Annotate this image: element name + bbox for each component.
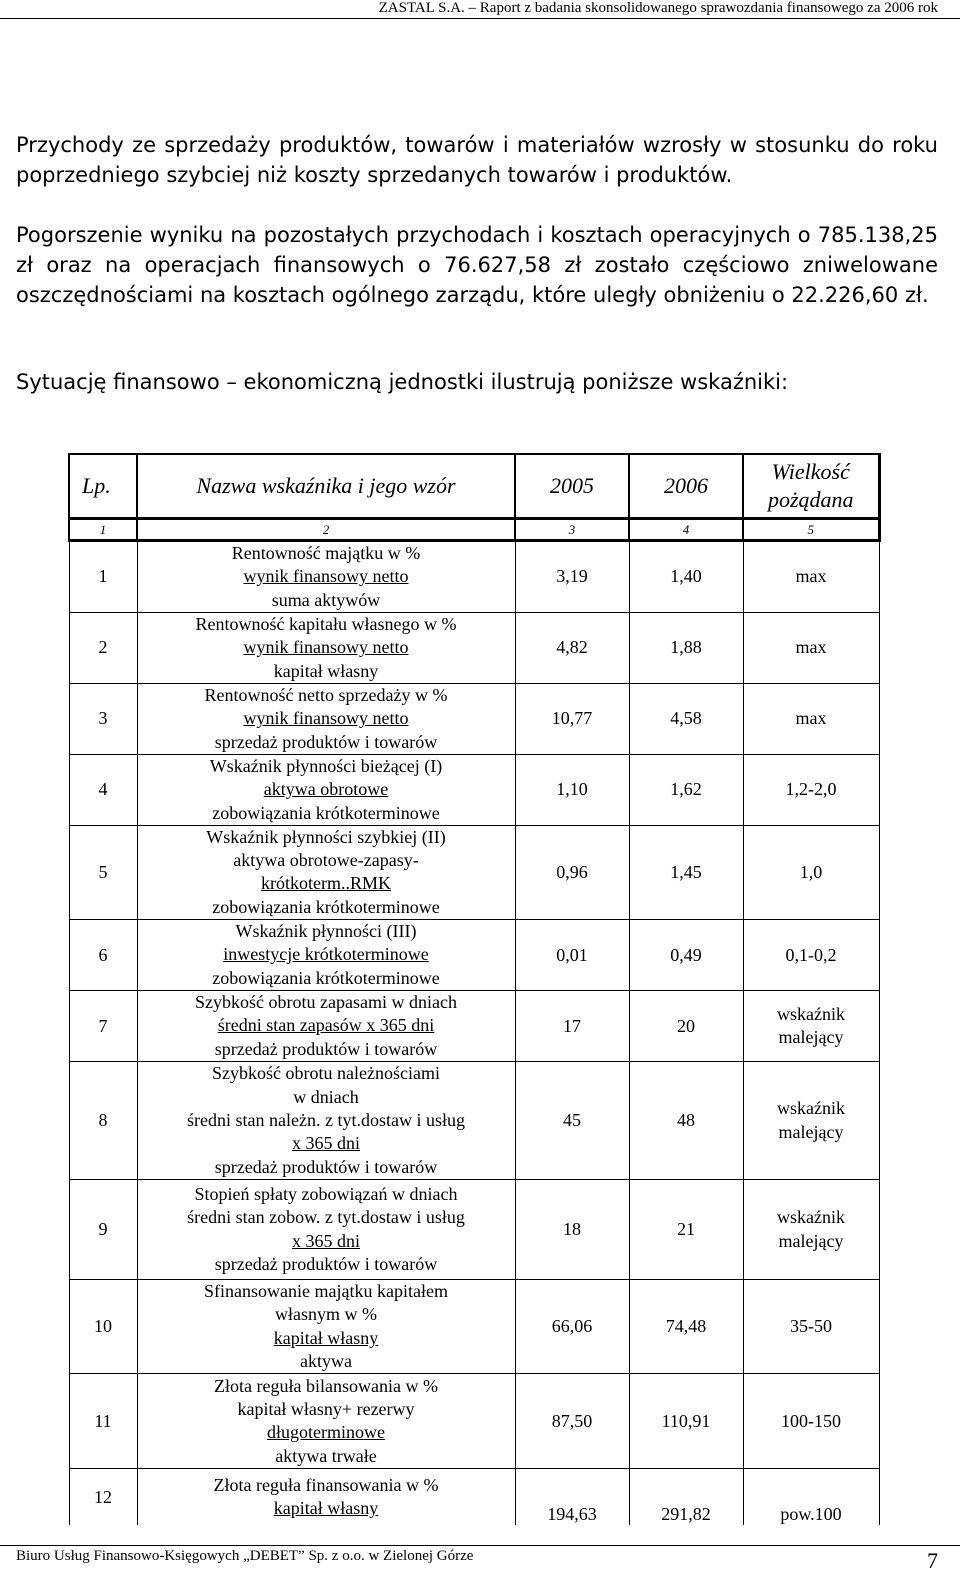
indicator-numerator-cont: x 365 dni [291,1133,360,1154]
row-target: 1,0 [743,825,879,919]
indicator-numerator: inwestycje krótkoterminowe [223,944,429,965]
row-name [137,920,515,991]
row-name [137,1280,515,1374]
row-lp: 7 [69,991,137,1062]
row-lp: 3 [69,683,137,754]
header-target [743,454,879,519]
table-row [69,825,879,919]
target-line1: wskaźnik [777,1207,845,1228]
indicator-denominator: zobowiązania krótkoterminowe [212,896,440,917]
target-line2: malejący [778,1121,844,1142]
row-2006: 0,49 [629,920,743,991]
header-2005: 2005 [515,454,629,519]
row-name [137,1469,515,1525]
row-2005: 4,82 [515,612,629,683]
indicator-numerator: wynik finansowy netto [243,637,409,658]
row-lp: 8 [69,1062,137,1180]
row-target: pow.100 [743,1469,879,1525]
row-2006: 21 [629,1180,743,1280]
indicator-numerator: kapitał własny [273,1498,379,1519]
row-2006: 1,40 [629,541,743,613]
row-2006: 4,58 [629,683,743,754]
indicator-title: Szybkość obrotu zapasami w dniach [195,992,457,1013]
indicator-numerator: wynik finansowy netto [243,708,409,729]
row-target: max [743,683,879,754]
row-target: 0,1-0,2 [743,920,879,991]
row-name [137,683,515,754]
row-2006: 110,91 [629,1374,743,1469]
row-2005: 18 [515,1180,629,1280]
row-lp: 11 [69,1374,137,1469]
row-target: max [743,541,879,613]
row-2005: 1,10 [515,754,629,825]
row-name [137,754,515,825]
indicator-title: Rentowność majątku w % [231,543,421,563]
indicator-denominator: zobowiązania krótkoterminowe [212,967,440,988]
indicator-title: Rentowność kapitału własnego w % [195,613,457,634]
indicator-title: Sfinansowanie majątku kapitałem [204,1281,448,1302]
table-row [69,612,879,683]
target-line1: wskaźnik [777,1098,845,1119]
paragraph-revenue: Przychody ze sprzedaży produktów, towarów i materiałów wzrosły w stosunku do roku poprzedniego szybciej niż koszty sprzedanych towarów i produktów. [16,133,938,187]
row-2006: 74,48 [629,1280,743,1374]
indicator-title: Wskaźnik płynności bieżącej (I) [209,755,443,776]
row-target [743,991,879,1062]
row-2006: 48 [629,1062,743,1180]
header-target-line1: Wielkość [771,459,850,484]
row-2005: 45 [515,1062,629,1180]
row-2006: 1,62 [629,754,743,825]
row-lp: 12 [69,1469,137,1525]
indicator-title: Szybkość obrotu należnościami [212,1063,440,1084]
row-name [137,991,515,1062]
table-row [69,1062,879,1180]
row-name [137,541,515,613]
row-2005: 17 [515,991,629,1062]
indicator-title: Wskaźnik płynności (III) [235,921,417,942]
row-2005: 87,50 [515,1374,629,1469]
indicator-title-cont: w dniach [293,1086,359,1107]
table-row [69,1374,879,1469]
row-target: 1,2-2,0 [743,754,879,825]
row-2006: 20 [629,991,743,1062]
row-lp: 6 [69,920,137,991]
indicator-numerator-cont: x 365 dni [291,1230,360,1251]
row-name [137,825,515,919]
indicator-denominator: aktywa [300,1350,352,1371]
row-target: 100-150 [743,1374,879,1469]
row-lp: 1 [69,541,137,613]
header-divider [0,18,960,19]
target-line2: malejący [778,1027,844,1048]
column-number: 5 [743,519,879,541]
row-2006: 1,88 [629,612,743,683]
row-target: 35-50 [743,1280,879,1374]
row-2005: 10,77 [515,683,629,754]
indicator-numerator: kapitał własny+ rezerwy [237,1398,415,1419]
table-row [69,541,879,613]
indicator-denominator: sprzedaż produktów i towarów [214,731,438,752]
row-2005: 66,06 [515,1280,629,1374]
paragraph-intro-indicators: Sytuację finansowo – ekonomiczną jednostki ilustrują poniższe wskaźniki: [16,370,789,394]
indicator-numerator: średni stan należn. z tyt.dostaw i usług [187,1109,465,1130]
target-line2: malejący [778,1230,844,1251]
indicator-title: Rentowność netto sprzedaży w % [204,684,448,705]
table-row [69,754,879,825]
header-2006: 2006 [629,454,743,519]
indicators-table [68,453,881,1525]
page-number: 7 [927,1548,938,1573]
table-row [69,1180,879,1280]
row-2006: 291,82 [629,1469,743,1525]
row-target [743,1180,879,1280]
indicator-title-cont: własnym w % [275,1304,377,1325]
indicator-title: Stopień spłaty zobowiązań w dniach [194,1183,458,1204]
row-lp: 9 [69,1180,137,1280]
row-lp: 10 [69,1280,137,1374]
column-number: 2 [137,519,515,541]
indicator-numerator: średni stan zobow. z tyt.dostaw i usług [187,1207,465,1228]
row-2005: 3,19 [515,541,629,613]
row-2005: 194,63 [515,1469,629,1525]
target-line1: wskaźnik [777,1003,845,1024]
header-lp: Lp. [69,454,137,519]
indicator-numerator: aktywa obrotowe [263,779,389,800]
table-header-row [69,454,879,519]
column-number: 3 [515,519,629,541]
indicator-denominator: kapitał własny [273,660,379,681]
indicator-numerator: wynik finansowy netto [243,566,409,587]
page-footer: Biuro Usług Finansowo-Księgowych „DEBET” Sp. z o.o. w Zielonej Górze [16,1548,474,1564]
indicator-numerator-cont: krótkoterm..RMK [261,873,391,894]
row-name [137,1062,515,1180]
row-name [137,1374,515,1469]
table-row [69,1280,879,1374]
row-lp: 2 [69,612,137,683]
indicator-denominator: zobowiązania krótkoterminowe [212,802,440,823]
indicator-numerator: kapitał własny [273,1327,379,1348]
indicator-denominator: sprzedaż produktów i towarów [214,1253,438,1274]
indicator-title: Wskaźnik płynności szybkiej (II) [206,826,446,847]
row-target [743,1062,879,1180]
row-lp: 4 [69,754,137,825]
indicator-numerator: aktywa obrotowe-zapasy- [233,850,419,871]
indicator-denominator: suma aktywów [271,589,381,610]
indicator-numerator: średni stan zapasów x 365 dni [217,1015,435,1036]
row-name [137,612,515,683]
column-numbers-row [69,519,879,541]
indicator-denominator: sprzedaż produktów i towarów [214,1038,438,1059]
header-name: Nazwa wskaźnika i jego wzór [137,454,515,519]
indicator-title: Złota reguła bilansowania w % [214,1375,438,1396]
column-number: 4 [629,519,743,541]
row-name [137,1180,515,1280]
row-2005: 0,01 [515,920,629,991]
indicator-denominator: aktywa trwałe [275,1445,377,1466]
row-lp: 5 [69,825,137,919]
row-target: max [743,612,879,683]
paragraph-result: Pogorszenie wyniku na pozostałych przychodach i kosztach operacyjnych o 785.138,25 zł oraz na operacjach finansowych o 76.627,58 zł zostało częściowo zniwelowane oszczędnościami na kosztach ogólnego zarządu, które uległy obniżeniu o 22.226,60 zł. [16,223,938,307]
row-2005: 0,96 [515,825,629,919]
footer-divider [0,1545,960,1546]
page-header: ZASTAL S.A. – Raport z badania skonsolidowanego sprawozdania finansowego za 2006 rok [378,0,938,16]
table-row [69,683,879,754]
table-row [69,991,879,1062]
header-target-line2: pożądana [767,487,854,512]
indicator-numerator-cont: długoterminowe [267,1422,385,1443]
row-2006: 1,45 [629,825,743,919]
indicator-denominator: sprzedaż produktów i towarów [214,1156,438,1177]
column-number: 1 [69,519,137,541]
table-row [69,920,879,991]
indicator-title: Złota reguła finansowania w % [213,1474,439,1495]
table-row [69,1469,879,1525]
